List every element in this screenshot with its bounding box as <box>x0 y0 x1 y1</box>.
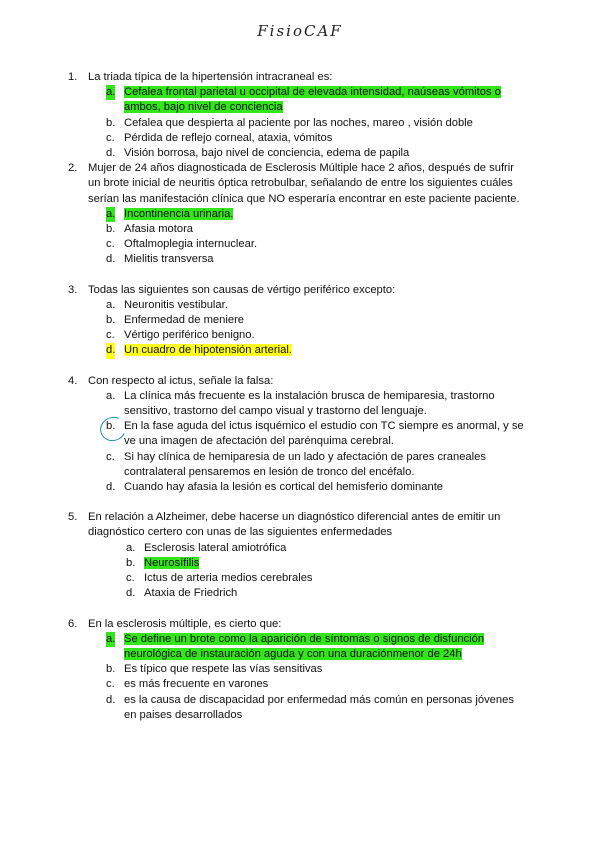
question-5 <box>68 510 528 601</box>
option-letter: b. <box>106 223 116 236</box>
option-text-highlighted: Se define un brote como la aparición de síntomas o signos de disfunción neurológica de instauración aguda y con una duraciónmenor de 24h <box>124 632 485 660</box>
option-text: Cefalea que despierta al paciente por las noches, mareo , visión doble <box>124 116 473 129</box>
option-text: Ictus de arteria medios cerebrales <box>144 572 313 585</box>
question-text: Con respecto al ictus, señale la falsa: <box>88 374 274 387</box>
question-text: Mujer de 24 años diagnosticada de Esclerosis Múltiple hace 2 años, después de sufrir un brote inicial de neuritis óptica retrobulbar, señalando de entre los siguientes cuáles serían las manifestación clínica que NO esperaría encontrar en este paciente paciente. <box>88 162 520 205</box>
question-text: En la esclerosis múltiple, es cierto que: <box>88 617 282 630</box>
option-letter: a. <box>106 298 116 311</box>
option-letter: a. <box>106 632 115 647</box>
option-d <box>88 343 528 358</box>
option-text: Pérdida de reflejo corneal, ataxia, vómitos <box>124 131 333 144</box>
option-text: Oftalmoplegia internuclear. <box>124 238 258 251</box>
question-text: La triada típica de la hipertensión intracraneal es: <box>88 71 333 83</box>
option-b <box>88 556 528 571</box>
option-letter: c. <box>106 678 115 691</box>
option-d <box>88 480 528 495</box>
option-a <box>88 389 528 419</box>
question-number: 5. <box>68 511 78 524</box>
option-text: Ataxia de Friedrich <box>144 587 238 600</box>
option-text: Afasia motora <box>124 223 194 236</box>
option-text: es la causa de discapacidad por enfermedad más común en personas jóvenes en paises desarrollados <box>124 693 514 721</box>
option-text: Es típico que respete las vías sensitivas <box>124 663 323 676</box>
option-letter: b. <box>106 314 116 327</box>
option-d <box>88 586 528 601</box>
option-text-highlighted: Un cuadro de hipotensión arterial. <box>124 344 292 357</box>
option-text: Vértigo periférico benigno. <box>124 329 255 342</box>
option-c <box>88 328 528 343</box>
question-4 <box>68 374 528 496</box>
option-letter: c. <box>106 131 115 144</box>
option-a <box>88 207 528 222</box>
option-text-highlighted: Cefalea frontal parietal u occipital de elevada intensidad, naúseas vómitos o ambos, bajo nivel de conciencia <box>124 86 501 114</box>
option-letter: c. <box>106 329 115 342</box>
option-text: Cuando hay afasia la lesión es cortical del hemisferio dominante <box>124 481 444 494</box>
option-text: Neuronitis vestibular. <box>124 298 228 311</box>
option-c <box>88 677 528 692</box>
option-c <box>88 237 528 252</box>
option-b <box>88 116 528 131</box>
option-letter: d. <box>106 481 116 494</box>
question-number: 6. <box>68 617 78 630</box>
option-d <box>88 252 528 267</box>
option-letter: b. <box>106 663 116 676</box>
option-d <box>88 693 528 723</box>
option-text: Enfermedad de meniere <box>124 314 245 327</box>
option-b <box>88 222 528 237</box>
option-letter: a. <box>106 85 115 100</box>
option-c <box>88 450 528 480</box>
option-letter: c. <box>126 572 135 585</box>
option-letter: a. <box>126 541 136 554</box>
page-header: FisioCAF <box>257 22 343 40</box>
option-text: es más frecuente en varones <box>124 678 269 691</box>
question-number: 4. <box>68 374 78 387</box>
option-text: En la fase aguda del ictus isquémico el estudio con TC siempre es anormal, y se ve una imagen de afectación del parénquima cerebral. <box>124 420 524 448</box>
option-list <box>88 389 528 495</box>
option-text-highlighted: Incontinencia urinaria. <box>124 207 234 220</box>
question-text: Todas las siguientes son causas de vértigo periférico excepto: <box>88 283 396 296</box>
question-number: 1. <box>68 71 78 83</box>
option-text: Esclerosis lateral amiotrófica <box>144 541 287 554</box>
option-c <box>88 131 528 146</box>
option-list <box>88 207 528 268</box>
option-letter: c. <box>106 450 115 463</box>
question-number: 2. <box>68 162 78 175</box>
option-c <box>88 571 528 586</box>
option-text-highlighted: Neurosífilis <box>144 556 200 569</box>
option-letter: d. <box>106 343 115 358</box>
option-letter: c. <box>106 238 115 251</box>
option-letter: b. <box>106 420 116 433</box>
option-letter: b. <box>106 116 116 129</box>
option-list <box>88 632 528 723</box>
quiz-content <box>68 70 528 723</box>
option-text: Si hay clínica de hemiparesia de un lado y afectación de pares craneales contralateral pensaremos en lesión de tronco del encéfalo. <box>124 450 486 478</box>
option-letter: d. <box>126 587 136 600</box>
option-letter: d. <box>106 147 116 160</box>
question-3 <box>68 283 528 359</box>
question-2 <box>68 161 528 267</box>
option-b <box>88 419 528 449</box>
option-text: Visión borrosa, bajo nivel de conciencia, edema de papila <box>124 147 410 160</box>
option-letter: a. <box>106 389 116 402</box>
option-letter: a. <box>106 207 115 222</box>
option-a <box>88 541 528 556</box>
question-1 <box>68 70 528 161</box>
option-list <box>88 541 528 602</box>
option-list <box>88 298 528 359</box>
option-d <box>88 146 528 161</box>
option-list <box>88 85 528 161</box>
option-b <box>88 662 528 677</box>
option-text: Mielitis transversa <box>124 253 214 266</box>
option-letter: d. <box>106 253 116 266</box>
question-text: En relación a Alzheimer, debe hacerse un diagnóstico diferencial antes de emitir un diagnóstico certero con unas de las siguientes enfermedades <box>88 511 501 539</box>
option-a <box>88 85 528 115</box>
option-letter: b. <box>126 556 136 569</box>
option-a <box>88 298 528 313</box>
question-number: 3. <box>68 283 78 296</box>
option-a <box>88 632 528 662</box>
option-text: La clínica más frecuente es la instalación brusca de hemiparesia, trastorno sensitivo, trastorno del campo visual y trastorno del lenguaje. <box>124 389 495 418</box>
option-letter: d. <box>106 693 116 706</box>
question-6 <box>68 617 528 723</box>
option-b <box>88 313 528 328</box>
